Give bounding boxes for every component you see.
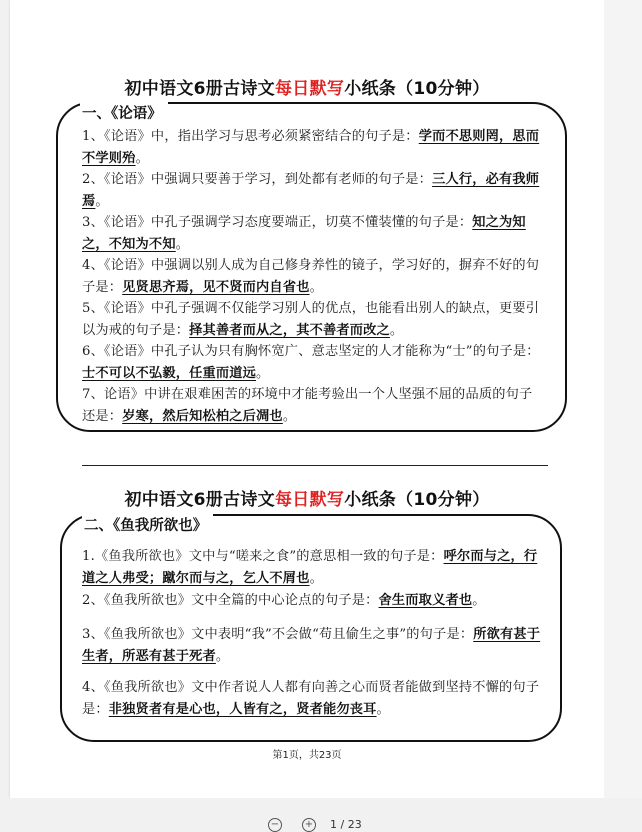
zoom-in-icon[interactable]: + — [302, 818, 316, 832]
scroll-gutter[interactable] — [604, 0, 642, 798]
answer: 舍生而取义者也 — [378, 593, 473, 608]
answer: 岁寒，然后知松柏之后凋也 — [122, 408, 283, 424]
title-highlight: 每日默写 — [274, 490, 345, 510]
section1-title — [10, 74, 604, 99]
answer: 士不可以不弘毅，任重而道远 — [82, 365, 257, 381]
list-item: 1、《论语》中，指出学习与思考必须紧密结合的句子是：学而不思则罔，思而不学则殆。 — [82, 129, 540, 166]
list-item: 4、《论语》中强调以别人成为自己修身养性的镜子，学习好的，摒弃不好的句子是：见贤思齐焉，见不贤而内自省也。 — [82, 258, 540, 295]
list-item: 3、《论语》中孔子强调学习态度要端正，切莫不懂装懂的句子是：知之为知之，不知为不知。 — [82, 215, 526, 252]
answer: 学而不思则罔，思而不学则殆 — [82, 129, 540, 166]
title-text: 初中语文6册古诗文 — [124, 79, 275, 99]
answer: 见贤思齐焉，见不贤而内自省也 — [122, 279, 310, 295]
section-divider — [82, 465, 548, 466]
document-page — [10, 0, 604, 798]
answer: 知之为知之，不知为不知 — [82, 215, 526, 252]
list-item: 7、论语》中讲在艰难困苦的环境中才能考验出一个人坚强不屈的品质的句子还是：岁寒，然后知松柏之后凋也。 — [82, 387, 533, 424]
page-indicator: 1 / 23 — [330, 818, 362, 831]
section2-title — [10, 485, 604, 510]
title-suffix: 小纸条（10分钟） — [344, 490, 490, 510]
answer: 所欲有甚于生者，所恶有甚于死者 — [82, 627, 541, 664]
title-highlight: 每日默写 — [274, 79, 345, 99]
answer: 三人行，必有我师焉 — [82, 172, 540, 209]
list-item: 2、《论语》中强调只要善于学习，到处都有老师的句子是：三人行，必有我师焉。 — [82, 172, 540, 209]
answer: 呼尔而与之，行道之人弗受；蹴尔而与之，乞人不屑也 — [82, 549, 538, 586]
viewer-toolbar — [0, 798, 642, 825]
list-item: 2、《鱼我所欲也》文中全篇的中心论点的句子是：舍生而取义者也。 — [82, 593, 486, 608]
zoom-out-icon[interactable]: − — [268, 818, 282, 832]
list-item: 3、《鱼我所欲也》文中表明“我”不会做“苟且偷生之事”的句子是：所欲有甚于生者，所恶有甚于死者。 — [82, 627, 541, 664]
list-item: 5、《论语》中孔子强调不仅能学习别人的优点，也能看出别人的缺点，更要引以为戒的句子是：择其善者而从之，其不善者而改之。 — [82, 301, 540, 338]
answer: 非独贤者有是心也，人皆有之，贤者能勿丧耳 — [108, 701, 377, 717]
title-text: 初中语文6册古诗文 — [124, 490, 275, 510]
list-item: 1.《鱼我所欲也》文中与“嗟来之食”的意思相一致的句子是：呼尔而与之，行道之人弗受；蹴尔而与之，乞人不屑也。 — [82, 549, 538, 586]
answer: 择其善者而从之，其不善者而改之 — [189, 322, 390, 338]
section2-heading: 二、《鱼我所欲也》 — [82, 514, 213, 535]
list-item: 4、《鱼我所欲也》文中作者说人人都有向善之心而贤者能做到坚持不懈的句子是：非独贤者有是心也，人皆有之，贤者能勿丧耳。 — [82, 680, 540, 717]
list-item: 6、《论语》中孔子认为只有胸怀宽广、意志坚定的人才能称为“士”的句子是：士不可以不弘毅，任重而道远。 — [82, 344, 540, 381]
title-suffix: 小纸条（10分钟） — [344, 79, 490, 99]
section1-heading: 一、《论语》 — [80, 102, 168, 123]
page-footer: 第1页，共23页 — [272, 750, 342, 761]
